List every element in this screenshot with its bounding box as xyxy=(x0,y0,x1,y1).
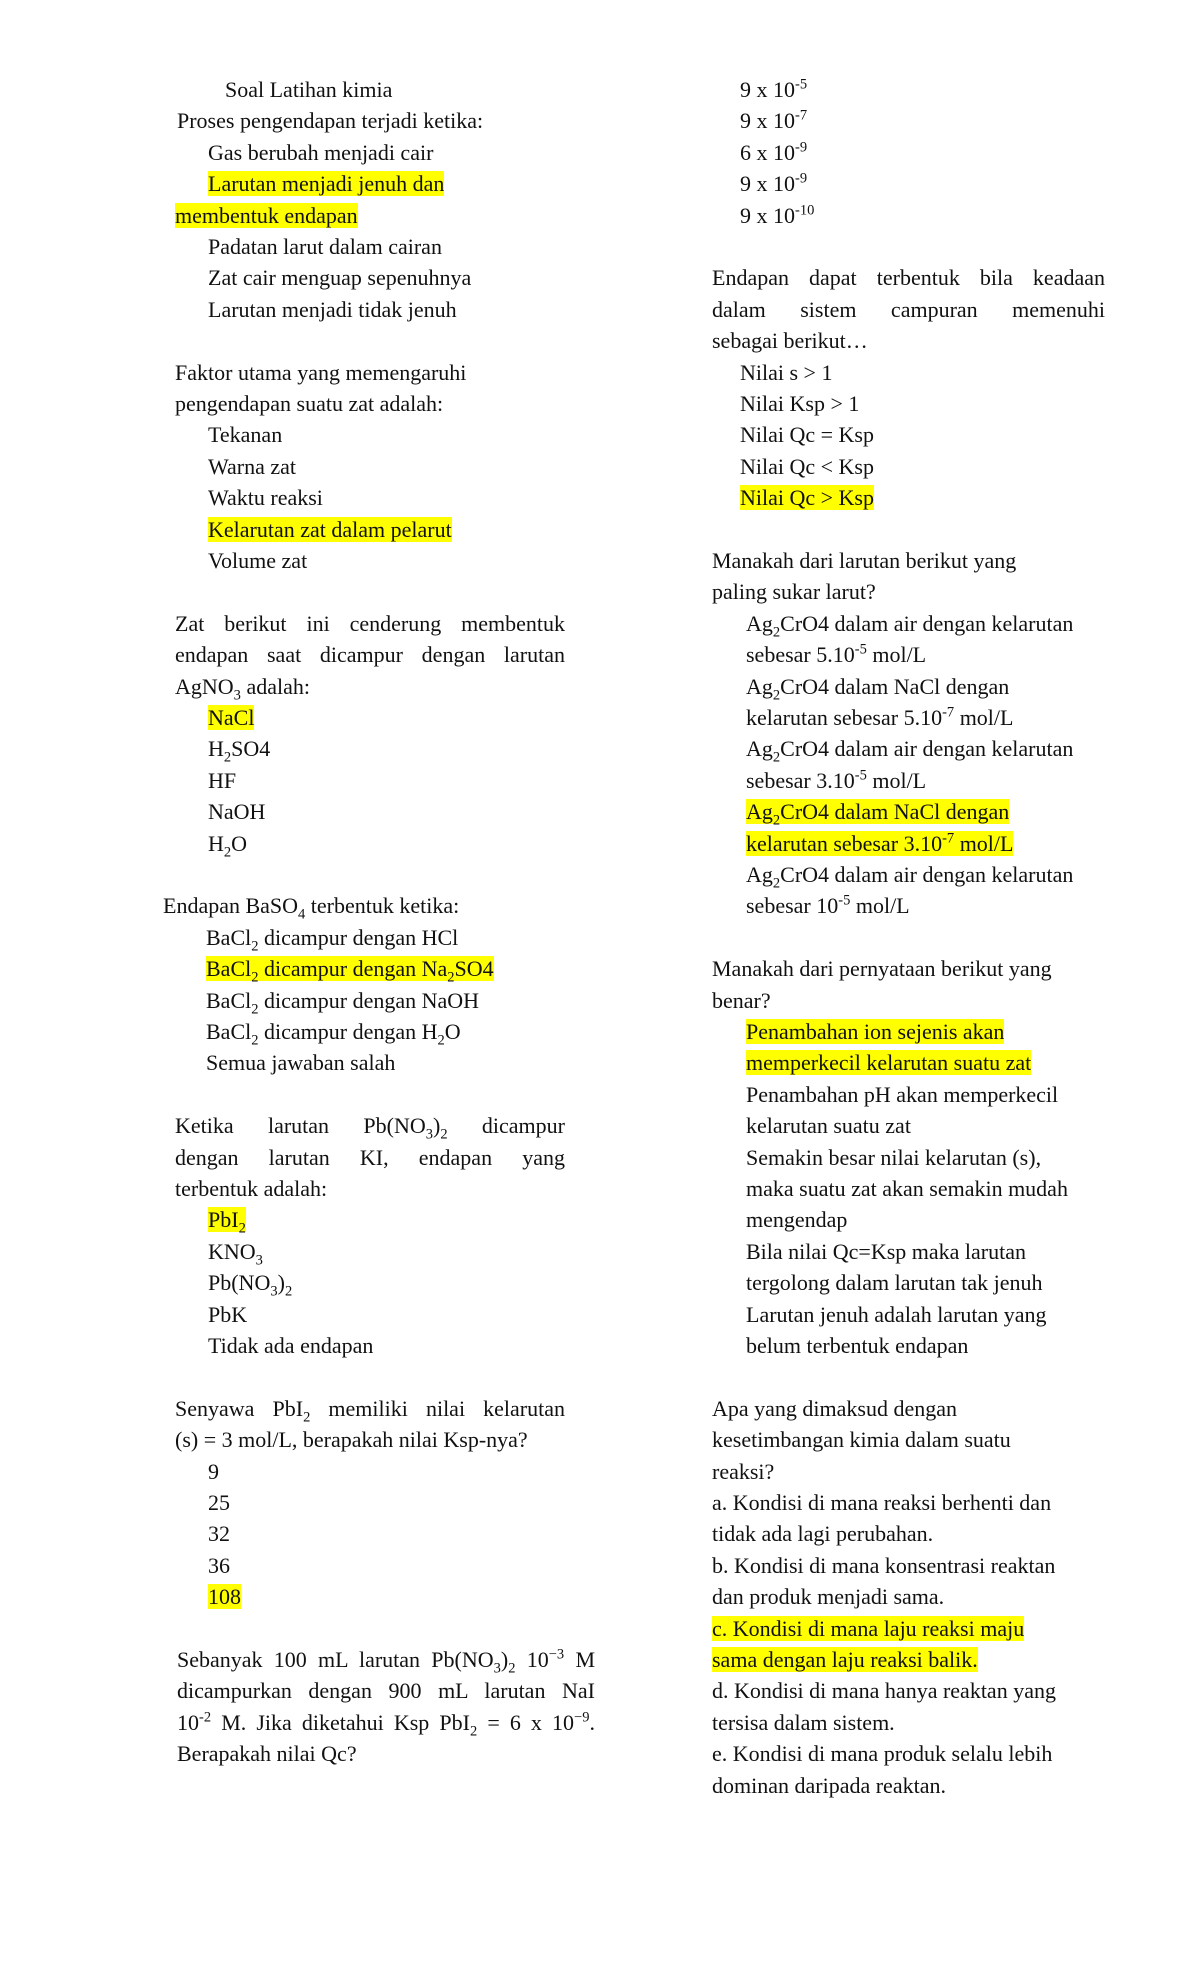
text-span: memperkecil kelarutan suatu zat xyxy=(746,1050,1032,1076)
item-text xyxy=(746,671,1009,702)
text-span: BaCl$_2$ dicampur dengan $H_2O$ xyxy=(206,1019,461,1049)
answer-text-highlighted xyxy=(175,200,358,231)
item-text xyxy=(712,1518,933,1549)
text-span: sama dengan laju reaksi balik. xyxy=(712,1647,978,1672)
item-text xyxy=(177,1738,357,1769)
text-span: c. Kondisi di mana laju reaksi maju xyxy=(712,1615,1025,1641)
item-text xyxy=(712,1393,957,1424)
text-span: $Ag_2CrO4$ dalam air dengan kelarutan xyxy=(746,610,1074,641)
text-span: Penambahan pH akan memperkecil xyxy=(746,1081,1059,1107)
item-text xyxy=(740,168,807,199)
item-text xyxy=(175,1142,565,1173)
item-text xyxy=(712,1487,1051,1518)
text-span: BaCl$_2$ dicampur dengan NaOH xyxy=(206,987,480,1017)
item-text xyxy=(208,1236,263,1267)
text-span: Ketika larutan $Pb(NO_3)_2$ dicampur xyxy=(175,1113,565,1143)
item-text xyxy=(746,1110,911,1141)
text-span: b. Kondisi di mana konsentrasi reaktan xyxy=(712,1552,1056,1578)
text-span: HF xyxy=(208,767,237,793)
item-text xyxy=(712,1707,895,1738)
item-text xyxy=(740,137,807,168)
answer-text-highlighted xyxy=(208,1581,241,1612)
item-text xyxy=(175,671,310,702)
text-span: Nilai s > 1 xyxy=(740,359,833,385)
answer-text-highlighted xyxy=(746,796,1009,827)
text-span: Endapan dapat terbentuk bila keadaan xyxy=(712,265,1105,291)
text-span: e. Kondisi di mana produk selalu lebih xyxy=(712,1741,1053,1767)
text-span: $H_2SO4$ xyxy=(208,736,271,766)
item-text xyxy=(746,1173,1068,1204)
text-span: AgNO$_3$ adalah: xyxy=(175,673,310,703)
text-span: Kelarutan zat dalam pelarut xyxy=(208,516,452,542)
text-span: kelarutan suatu zat xyxy=(746,1113,911,1139)
text-span: 9 x $10^{-5}$ xyxy=(740,76,808,102)
item-text xyxy=(746,1299,1047,1330)
text-span: Semakin besar nilai kelarutan (s), xyxy=(746,1144,1042,1170)
item-text xyxy=(208,137,433,168)
item-text xyxy=(208,1456,219,1487)
item-text xyxy=(712,576,876,607)
text-span: dalam sistem campuran memenuhi xyxy=(712,296,1105,322)
item-text xyxy=(175,388,443,419)
text-span: BaCl$_2$ dicampur dengan HCl xyxy=(206,924,459,955)
text-span: Nilai Qc < Ksp xyxy=(740,453,874,479)
item-text xyxy=(740,200,814,231)
text-span: tergolong dalam larutan tak jenuh xyxy=(746,1270,1043,1296)
text-span: membentuk endapan xyxy=(175,202,358,228)
text-span: $Ag_2CrO4$ dalam air dengan kelarutan xyxy=(746,736,1074,766)
item-text xyxy=(206,922,458,953)
text-span: Tidak ada endapan xyxy=(208,1333,374,1358)
text-span: Manakah dari pernyataan berikut yang xyxy=(712,956,1052,982)
item-text xyxy=(712,1424,1011,1455)
item-text xyxy=(712,1738,1052,1769)
text-span: $H_2O$ xyxy=(208,830,248,860)
answer-text-highlighted xyxy=(208,168,444,199)
text-span: dicampurkan dengan 900 mL larutan NaI xyxy=(177,1678,595,1704)
item-text xyxy=(208,482,323,513)
item-text xyxy=(208,294,457,325)
text-span: tidak ada lagi perubahan. xyxy=(712,1521,934,1547)
text-span: PbK xyxy=(208,1301,248,1327)
text-span: tersisa dalam sistem. xyxy=(712,1709,895,1735)
answer-text-highlighted xyxy=(206,953,494,984)
item-text xyxy=(206,985,479,1016)
text-span: 6 x $10^{-9}$ xyxy=(740,139,808,165)
answer-text-highlighted xyxy=(208,514,452,545)
item-text xyxy=(177,1707,595,1738)
item-text xyxy=(712,325,868,356)
item-text xyxy=(175,1424,528,1455)
text-span: 36 xyxy=(208,1552,230,1578)
item-text xyxy=(712,262,1105,293)
item-text xyxy=(712,985,771,1016)
item-text xyxy=(208,1299,247,1330)
item-text xyxy=(746,1142,1041,1173)
item-text xyxy=(712,1550,1055,1581)
item-text xyxy=(208,1487,230,1518)
item-text xyxy=(746,859,1073,890)
item-text xyxy=(740,74,807,105)
text-span: Padatan larut dalam cairan xyxy=(208,234,442,259)
text-span: Larutan menjadi tidak jenuh xyxy=(208,296,457,322)
item-text xyxy=(208,545,307,576)
item-text xyxy=(740,419,874,450)
text-span: 9 xyxy=(208,1458,219,1484)
item-text xyxy=(712,545,1016,576)
answer-text-highlighted xyxy=(746,1047,1031,1078)
item-text xyxy=(175,608,565,639)
item-text xyxy=(208,231,442,262)
text-span: dan produk menjadi sama. xyxy=(712,1584,945,1610)
item-text xyxy=(740,105,807,136)
text-span: Endapan BaSO$_4$ terbentuk ketika: xyxy=(163,893,460,923)
item-text xyxy=(712,1770,946,1801)
text-span: Apa yang dimaksud dengan xyxy=(712,1395,957,1421)
item-text xyxy=(208,796,265,827)
answer-text-highlighted xyxy=(712,1644,978,1675)
text-span: 108 xyxy=(208,1584,241,1610)
text-span: $Ag_2CrO4$ dalam air dengan kelarutan xyxy=(746,862,1074,892)
text-span: 25 xyxy=(208,1490,230,1515)
item-text xyxy=(740,388,859,419)
item-text xyxy=(746,733,1073,764)
text-span: Semua jawaban salah xyxy=(206,1050,396,1076)
item-text xyxy=(208,1330,373,1361)
text-span: sebesar $3.10^{-5}$ mol/L xyxy=(746,767,927,793)
text-span: 9 x $10^{-7}$ xyxy=(740,108,808,134)
answer-text-highlighted xyxy=(208,702,254,733)
item-text xyxy=(746,1079,1058,1110)
text-span: a. Kondisi di mana reaksi berhenti dan xyxy=(712,1490,1052,1515)
item-text xyxy=(740,451,874,482)
item-text xyxy=(208,733,270,764)
text-span: NaOH xyxy=(208,799,266,825)
text-span: Zat berikut ini cenderung membentuk xyxy=(175,610,565,636)
item-text xyxy=(175,1110,565,1141)
text-span: PbI$_2$ xyxy=(208,1207,246,1237)
text-span: d. Kondisi di mana hanya reaktan yang xyxy=(712,1678,1056,1704)
answer-text-highlighted xyxy=(712,1613,1024,1644)
text-span: Zat cair menguap sepenuhnya xyxy=(208,265,472,291)
text-span: kelarutan sebesar $5.10^{-7}$ mol/L xyxy=(746,704,1014,730)
text-span: Tekanan xyxy=(208,422,283,448)
item-text xyxy=(208,1518,230,1549)
text-span: Warna zat xyxy=(208,453,296,479)
item-text xyxy=(746,608,1073,639)
item-text xyxy=(175,1393,565,1424)
text-span: 9 x $10^{-10}$ xyxy=(740,202,815,228)
text-span: endapan saat dicampur dengan larutan xyxy=(175,642,565,668)
item-text xyxy=(177,105,483,136)
item-text xyxy=(746,890,910,921)
item-text xyxy=(208,1267,292,1298)
item-text xyxy=(208,828,247,859)
item-text xyxy=(712,1456,774,1487)
text-span: benar? xyxy=(712,987,771,1013)
text-span: sebesar $5.10^{-5}$ mol/L xyxy=(746,641,927,668)
text-span: 32 xyxy=(208,1521,230,1547)
item-text xyxy=(712,1581,944,1612)
text-span: dengan larutan KI, endapan yang xyxy=(175,1144,565,1170)
text-span: $Pb(NO_3)_2$ xyxy=(208,1270,293,1300)
text-span: Volume zat xyxy=(208,548,308,573)
text-span: NaCl xyxy=(208,705,255,730)
text-span: Waktu reaksi xyxy=(208,485,323,511)
text-span: sebagai berikut… xyxy=(712,328,868,354)
answer-text-highlighted xyxy=(208,1204,246,1235)
text-span: reaksi? xyxy=(712,1458,775,1484)
page-title: Soal Latihan kimia xyxy=(225,77,393,102)
item-text xyxy=(208,765,236,796)
item-text xyxy=(163,890,459,921)
text-span: Bila nilai Qc=Ksp maka larutan xyxy=(746,1238,1026,1264)
item-text xyxy=(208,1550,230,1581)
text-span: maka suatu zat akan semakin mudah xyxy=(746,1176,1068,1201)
answer-text-highlighted xyxy=(746,1016,1004,1047)
text-span: $10^{-2}$ M. Jika diketahui Ksp PbI$_2$ = 6 x $10^{-9}$. xyxy=(177,1709,595,1740)
item-text xyxy=(206,1047,395,1078)
text-span: Nilai Qc > Ksp xyxy=(740,485,874,511)
item-text xyxy=(175,1173,327,1204)
text-span: mengendap xyxy=(746,1207,848,1233)
text-span: $Ag_2CrO4$ dalam NaCl dengan xyxy=(746,673,1010,703)
text-span: Manakah dari larutan berikut yang xyxy=(712,548,1017,573)
text-span: paling sukar larut? xyxy=(712,579,876,605)
answer-text-highlighted xyxy=(740,482,874,513)
text-span: Senyawa PbI$_2$ memiliki nilai kelarutan xyxy=(175,1395,565,1426)
item-text xyxy=(746,765,926,796)
item-text xyxy=(746,1236,1026,1267)
item-text xyxy=(177,1644,595,1675)
item-text xyxy=(208,451,296,482)
text-span: Berapakah nilai Qc? xyxy=(177,1741,357,1767)
item-text xyxy=(208,262,471,293)
text-span: Sebanyak 100 mL larutan $Pb(NO_3)_2$ $10^{-3}$ M xyxy=(177,1646,596,1677)
item-text xyxy=(746,1267,1043,1298)
item-text xyxy=(206,1016,461,1047)
text-span: kelarutan sebesar $3.10^{-7}$ mol/L xyxy=(746,830,1014,856)
text-span: Nilai Ksp > 1 xyxy=(740,391,860,416)
item-text xyxy=(208,419,282,450)
text-span: Larutan menjadi jenuh dan xyxy=(208,171,445,197)
text-span: $KNO_3$ xyxy=(208,1238,263,1269)
text-span: 9 x $10^{-9}$ xyxy=(740,170,808,197)
text-span: Faktor utama yang memengaruhi xyxy=(175,359,467,385)
text-span: dominan daripada reaktan. xyxy=(712,1772,946,1798)
text-span: Gas berubah menjadi cair xyxy=(208,139,434,165)
text-span: Nilai Qc = Ksp xyxy=(740,422,874,448)
item-text xyxy=(175,639,565,670)
text-span: (s) = 3 mol/L, berapakah nilai Ksp-nya? xyxy=(175,1427,528,1453)
item-text xyxy=(712,1675,1056,1706)
item-text xyxy=(746,1330,968,1361)
item-text xyxy=(712,294,1105,325)
item-text xyxy=(177,1675,595,1706)
item-text xyxy=(746,1204,847,1235)
text-span: terbentuk adalah: xyxy=(175,1176,328,1201)
text-span: Penambahan ion sejenis akan xyxy=(746,1019,1005,1044)
item-text xyxy=(740,357,832,388)
item-text xyxy=(712,953,1052,984)
text-span: pengendapan suatu zat adalah: xyxy=(175,391,444,416)
text-span: sebesar $10^{-5}$ mol/L xyxy=(746,893,910,919)
text-span: Proses pengendapan terjadi ketika: xyxy=(177,108,484,134)
text-span: kesetimbangan kimia dalam suatu xyxy=(712,1427,1011,1453)
item-text xyxy=(746,639,926,670)
text-span: belum terbentuk endapan xyxy=(746,1333,969,1358)
answer-text-highlighted xyxy=(746,828,1013,859)
text-span: $Ag_2CrO4$ dalam NaCl dengan xyxy=(746,799,1010,829)
item-text xyxy=(175,357,466,388)
text-span: Larutan jenuh adalah larutan yang xyxy=(746,1301,1047,1327)
text-span: BaCl$_2$ dicampur dengan $Na_2SO4$ xyxy=(206,956,494,986)
item-text xyxy=(746,702,1013,733)
